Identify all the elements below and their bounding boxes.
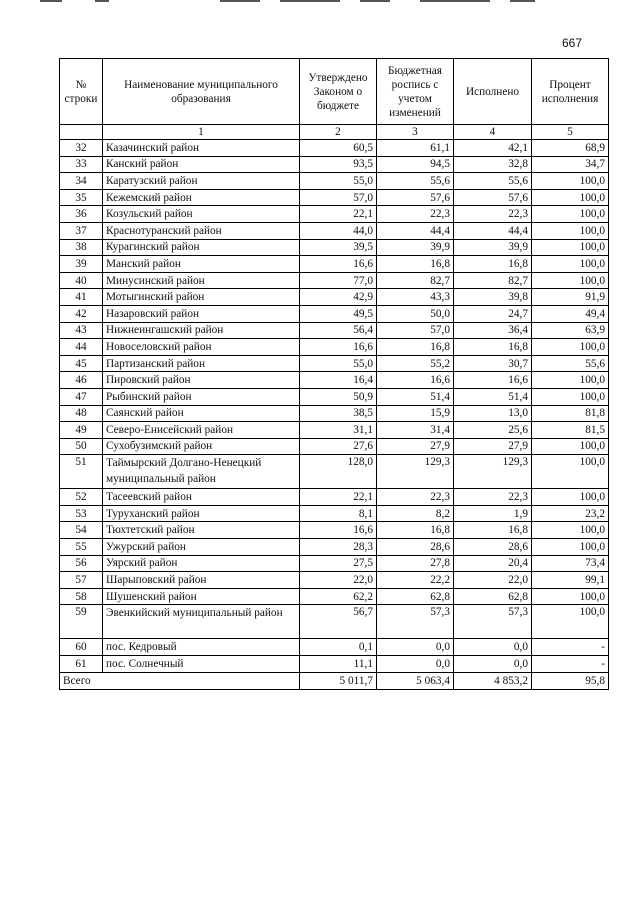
row-number-cell: 40 xyxy=(60,272,103,289)
row-number-cell: 42 xyxy=(60,305,103,322)
row-number-cell: 58 xyxy=(60,588,103,605)
municipality-name-cell: Шарыповский район xyxy=(103,572,300,589)
executed-cell: 20,4 xyxy=(454,555,532,572)
scan-edge-marks xyxy=(40,0,600,6)
approved-cell: 55,0 xyxy=(300,355,377,372)
row-number-cell: 41 xyxy=(60,289,103,306)
approved-cell: 56,7 xyxy=(300,605,377,639)
row-number-cell: 61 xyxy=(60,656,103,673)
approved-cell: 8,1 xyxy=(300,505,377,522)
approved-cell: 57,0 xyxy=(300,189,377,206)
percent-cell: 63,9 xyxy=(532,322,609,339)
row-number-cell: 51 xyxy=(60,455,103,489)
row-number-cell: 50 xyxy=(60,438,103,455)
municipality-name-cell: Козульский район xyxy=(103,206,300,223)
budget-cell: 62,8 xyxy=(377,588,454,605)
table-row xyxy=(60,522,609,539)
executed-cell: 30,7 xyxy=(454,355,532,372)
budget-cell: 94,5 xyxy=(377,156,454,173)
budget-cell: 44,4 xyxy=(377,222,454,239)
executed-cell: 57,3 xyxy=(454,605,532,639)
budget-cell: 57,6 xyxy=(377,189,454,206)
executed-cell: 22,3 xyxy=(454,206,532,223)
budget-cell: 43,3 xyxy=(377,289,454,306)
budget-cell: 16,8 xyxy=(377,256,454,273)
municipality-name-cell: Шушенский район xyxy=(103,588,300,605)
row-number-cell: 56 xyxy=(60,555,103,572)
percent-cell: 100,0 xyxy=(532,173,609,190)
table-row xyxy=(60,489,609,506)
header-budget-schedule: Бюджетная роспись с учетом изменений xyxy=(377,59,454,125)
table-row xyxy=(60,289,609,306)
header-approved: Утверждено Законом о бюджете xyxy=(300,59,377,125)
column-number: 4 xyxy=(454,125,532,140)
percent-cell: 91,9 xyxy=(532,289,609,306)
table-row xyxy=(60,339,609,356)
approved-cell: 28,3 xyxy=(300,539,377,556)
percent-cell: 100,0 xyxy=(532,588,609,605)
budget-cell: 50,0 xyxy=(377,305,454,322)
municipality-name-cell: Курагинский район xyxy=(103,239,300,256)
table-row xyxy=(60,639,609,656)
municipality-name-cell: Тасеевский район xyxy=(103,489,300,506)
table-row xyxy=(60,605,609,639)
budget-cell: 31,4 xyxy=(377,422,454,439)
percent-cell: 100,0 xyxy=(532,372,609,389)
table-row xyxy=(60,305,609,322)
municipality-name-cell: Северо-Енисейский район xyxy=(103,422,300,439)
approved-cell: 62,2 xyxy=(300,588,377,605)
executed-cell: 32,8 xyxy=(454,156,532,173)
approved-cell: 16,6 xyxy=(300,256,377,273)
row-number-cell: 38 xyxy=(60,239,103,256)
percent-cell: - xyxy=(532,656,609,673)
row-number-cell: 60 xyxy=(60,639,103,656)
table-row xyxy=(60,355,609,372)
approved-cell: 50,9 xyxy=(300,388,377,405)
executed-cell: 39,8 xyxy=(454,289,532,306)
approved-cell: 22,1 xyxy=(300,489,377,506)
municipality-name-cell: Туруханский район xyxy=(103,505,300,522)
percent-cell: 100,0 xyxy=(532,605,609,639)
percent-cell: 99,1 xyxy=(532,572,609,589)
executed-cell: 0,0 xyxy=(454,639,532,656)
budget-cell: 22,3 xyxy=(377,489,454,506)
executed-cell: 27,9 xyxy=(454,438,532,455)
budget-cell: 22,3 xyxy=(377,206,454,223)
approved-cell: 22,0 xyxy=(300,572,377,589)
row-number-cell: 39 xyxy=(60,256,103,273)
row-number-cell: 32 xyxy=(60,140,103,157)
municipality-name-cell: Партизанский район xyxy=(103,355,300,372)
approved-cell: 11,1 xyxy=(300,656,377,673)
municipality-name-cell: Новоселовский район xyxy=(103,339,300,356)
municipality-name-cell: пос. Солнечный xyxy=(103,656,300,673)
municipality-name-cell: Рыбинский район xyxy=(103,388,300,405)
municipality-name-cell: пос. Кедровый xyxy=(103,639,300,656)
budget-cell: 129,3 xyxy=(377,455,454,489)
municipality-name-cell: Каратузский район xyxy=(103,173,300,190)
row-number-cell: 36 xyxy=(60,206,103,223)
executed-cell: 36,4 xyxy=(454,322,532,339)
budget-cell: 15,9 xyxy=(377,405,454,422)
percent-cell: 100,0 xyxy=(532,239,609,256)
row-number-cell: 33 xyxy=(60,156,103,173)
total-row xyxy=(60,672,609,689)
budget-cell: 16,6 xyxy=(377,372,454,389)
executed-cell: 55,6 xyxy=(454,173,532,190)
row-number-cell: 52 xyxy=(60,489,103,506)
executed-cell: 28,6 xyxy=(454,539,532,556)
column-number-blank xyxy=(60,125,103,140)
header-executed: Исполнено xyxy=(454,59,532,125)
budget-cell: 55,2 xyxy=(377,355,454,372)
municipality-name-cell: Минусинский район xyxy=(103,272,300,289)
total-percent: 95,8 xyxy=(532,672,609,689)
table-row xyxy=(60,256,609,273)
approved-cell: 56,4 xyxy=(300,322,377,339)
total-executed: 4 853,2 xyxy=(454,672,532,689)
approved-cell: 77,0 xyxy=(300,272,377,289)
percent-cell: 100,0 xyxy=(532,189,609,206)
budget-cell: 39,9 xyxy=(377,239,454,256)
total-label: Всего xyxy=(60,672,300,689)
table-row xyxy=(60,322,609,339)
percent-cell: 100,0 xyxy=(532,438,609,455)
table-row xyxy=(60,588,609,605)
percent-cell: 100,0 xyxy=(532,388,609,405)
municipality-name-cell: Тюхтетский район xyxy=(103,522,300,539)
row-number-cell: 54 xyxy=(60,522,103,539)
executed-cell: 22,0 xyxy=(454,572,532,589)
municipality-name-cell: Манский район xyxy=(103,256,300,273)
executed-cell: 0,0 xyxy=(454,656,532,673)
table-row xyxy=(60,372,609,389)
row-number-cell: 43 xyxy=(60,322,103,339)
table-row xyxy=(60,422,609,439)
approved-cell: 38,5 xyxy=(300,405,377,422)
executed-cell: 24,7 xyxy=(454,305,532,322)
row-number-cell: 59 xyxy=(60,605,103,639)
executed-cell: 16,8 xyxy=(454,256,532,273)
percent-cell: 81,8 xyxy=(532,405,609,422)
approved-cell: 42,9 xyxy=(300,289,377,306)
table-row xyxy=(60,388,609,405)
column-number: 1 xyxy=(103,125,300,140)
row-number-cell: 57 xyxy=(60,572,103,589)
table-row xyxy=(60,572,609,589)
executed-cell: 13,0 xyxy=(454,405,532,422)
percent-cell: 73,4 xyxy=(532,555,609,572)
approved-cell: 93,5 xyxy=(300,156,377,173)
row-number-cell: 53 xyxy=(60,505,103,522)
municipality-name-cell: Канский район xyxy=(103,156,300,173)
municipality-name-cell: Таймырский Долгано-Ненецкий муниципальный район xyxy=(103,455,300,489)
budget-cell: 16,8 xyxy=(377,522,454,539)
municipality-name-cell: Саянский район xyxy=(103,405,300,422)
row-number-cell: 49 xyxy=(60,422,103,439)
approved-cell: 31,1 xyxy=(300,422,377,439)
municipality-name-cell: Уярский район xyxy=(103,555,300,572)
table-row xyxy=(60,140,609,157)
budget-cell: 61,1 xyxy=(377,140,454,157)
row-number-cell: 55 xyxy=(60,539,103,556)
percent-cell: - xyxy=(532,639,609,656)
municipality-name-cell: Нижнеингашский район xyxy=(103,322,300,339)
budget-cell: 27,8 xyxy=(377,555,454,572)
percent-cell: 81,5 xyxy=(532,422,609,439)
approved-cell: 27,6 xyxy=(300,438,377,455)
approved-cell: 44,0 xyxy=(300,222,377,239)
table-row xyxy=(60,555,609,572)
header-row-number: № строки xyxy=(60,59,103,125)
executed-cell: 39,9 xyxy=(454,239,532,256)
approved-cell: 16,4 xyxy=(300,372,377,389)
header-municipality-name: Наименование муниципального образования xyxy=(103,59,300,125)
table-row xyxy=(60,239,609,256)
table-row xyxy=(60,539,609,556)
executed-cell: 82,7 xyxy=(454,272,532,289)
table-row xyxy=(60,222,609,239)
row-number-cell: 37 xyxy=(60,222,103,239)
municipality-name-cell: Казачинский район xyxy=(103,140,300,157)
approved-cell: 49,5 xyxy=(300,305,377,322)
percent-cell: 100,0 xyxy=(532,339,609,356)
budget-execution-table xyxy=(59,58,609,690)
municipality-name-cell: Краснотуранский район xyxy=(103,222,300,239)
percent-cell: 100,0 xyxy=(532,222,609,239)
table-row xyxy=(60,505,609,522)
table-row xyxy=(60,206,609,223)
budget-cell: 51,4 xyxy=(377,388,454,405)
table-row xyxy=(60,656,609,673)
percent-cell: 100,0 xyxy=(532,272,609,289)
table-row xyxy=(60,156,609,173)
percent-cell: 100,0 xyxy=(532,256,609,273)
budget-cell: 16,8 xyxy=(377,339,454,356)
executed-cell: 51,4 xyxy=(454,388,532,405)
table-header-row xyxy=(60,59,609,125)
budget-cell: 27,9 xyxy=(377,438,454,455)
executed-cell: 1,9 xyxy=(454,505,532,522)
percent-cell: 100,0 xyxy=(532,489,609,506)
municipality-name-cell: Эвенкийский муниципальный район xyxy=(103,605,300,639)
budget-cell: 22,2 xyxy=(377,572,454,589)
executed-cell: 25,6 xyxy=(454,422,532,439)
table-row xyxy=(60,405,609,422)
approved-cell: 27,5 xyxy=(300,555,377,572)
row-number-cell: 46 xyxy=(60,372,103,389)
row-number-cell: 48 xyxy=(60,405,103,422)
percent-cell: 55,6 xyxy=(532,355,609,372)
percent-cell: 100,0 xyxy=(532,455,609,489)
total-approved: 5 011,7 xyxy=(300,672,377,689)
row-number-cell: 47 xyxy=(60,388,103,405)
budget-cell: 0,0 xyxy=(377,639,454,656)
municipality-name-cell: Назаровский район xyxy=(103,305,300,322)
executed-cell: 57,6 xyxy=(454,189,532,206)
table-row xyxy=(60,272,609,289)
table-row xyxy=(60,173,609,190)
percent-cell: 23,2 xyxy=(532,505,609,522)
budget-cell: 82,7 xyxy=(377,272,454,289)
executed-cell: 22,3 xyxy=(454,489,532,506)
budget-cell: 28,6 xyxy=(377,539,454,556)
budget-cell: 8,2 xyxy=(377,505,454,522)
percent-cell: 100,0 xyxy=(532,522,609,539)
budget-cell: 55,6 xyxy=(377,173,454,190)
column-number: 2 xyxy=(300,125,377,140)
total-budget: 5 063,4 xyxy=(377,672,454,689)
approved-cell: 16,6 xyxy=(300,339,377,356)
approved-cell: 39,5 xyxy=(300,239,377,256)
row-number-cell: 34 xyxy=(60,173,103,190)
budget-cell: 57,0 xyxy=(377,322,454,339)
approved-cell: 0,1 xyxy=(300,639,377,656)
executed-cell: 62,8 xyxy=(454,588,532,605)
approved-cell: 60,5 xyxy=(300,140,377,157)
table-row xyxy=(60,455,609,489)
column-number-row xyxy=(60,125,609,140)
row-number-cell: 35 xyxy=(60,189,103,206)
executed-cell: 129,3 xyxy=(454,455,532,489)
table-row xyxy=(60,438,609,455)
percent-cell: 100,0 xyxy=(532,206,609,223)
municipality-name-cell: Кежемский район xyxy=(103,189,300,206)
approved-cell: 55,0 xyxy=(300,173,377,190)
percent-cell: 100,0 xyxy=(532,539,609,556)
municipality-name-cell: Ужурский район xyxy=(103,539,300,556)
row-number-cell: 45 xyxy=(60,355,103,372)
executed-cell: 16,6 xyxy=(454,372,532,389)
page-number: 667 xyxy=(562,36,583,50)
percent-cell: 49,4 xyxy=(532,305,609,322)
percent-cell: 34,7 xyxy=(532,156,609,173)
percent-cell: 68,9 xyxy=(532,140,609,157)
executed-cell: 16,8 xyxy=(454,522,532,539)
budget-cell: 57,3 xyxy=(377,605,454,639)
budget-cell: 0,0 xyxy=(377,656,454,673)
municipality-name-cell: Пировский район xyxy=(103,372,300,389)
row-number-cell: 44 xyxy=(60,339,103,356)
approved-cell: 22,1 xyxy=(300,206,377,223)
executed-cell: 44,4 xyxy=(454,222,532,239)
approved-cell: 16,6 xyxy=(300,522,377,539)
column-number: 3 xyxy=(377,125,454,140)
column-number: 5 xyxy=(532,125,609,140)
header-percent: Процент исполнения xyxy=(532,59,609,125)
approved-cell: 128,0 xyxy=(300,455,377,489)
municipality-name-cell: Сухобузимский район xyxy=(103,438,300,455)
executed-cell: 42,1 xyxy=(454,140,532,157)
municipality-name-cell: Мотыгинский район xyxy=(103,289,300,306)
executed-cell: 16,8 xyxy=(454,339,532,356)
table-row xyxy=(60,189,609,206)
